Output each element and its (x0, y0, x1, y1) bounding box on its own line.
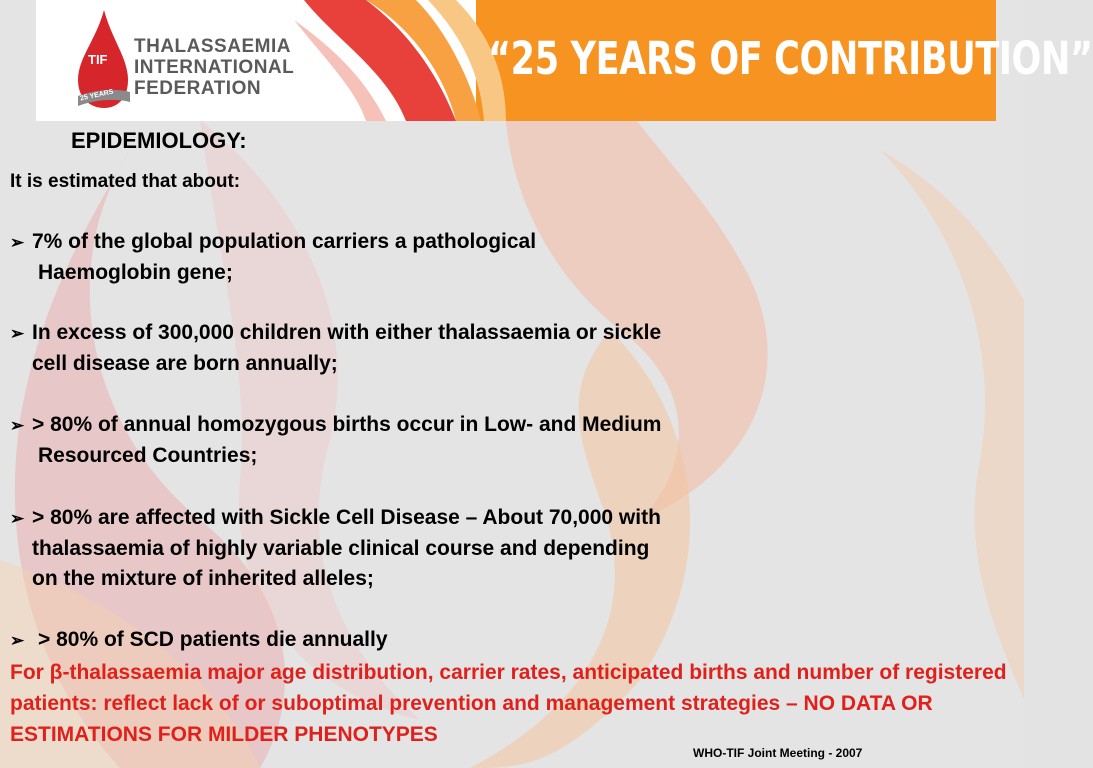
bullet-5-line-1: > 80% of SCD patients die annually (38, 628, 388, 651)
bullet-2 (10, 318, 661, 379)
bullet-2-line-1: In excess of 300,000 children with either thalassaemia or sickle (32, 321, 662, 344)
bullet-5 (10, 625, 388, 656)
bullet-arrow-icon: ➢ (10, 509, 25, 528)
bullet-arrow-icon: ➢ (10, 233, 25, 252)
bullet-arrow-icon: ➢ (10, 416, 25, 435)
highlight-note: For β-thalassaemia major age distribution, carrier rates, anticipated births and number of registered patients: reflect lack of or suboptimal prevention and management strategies – NO DATA OR ESTIMATIONS FOR MILDER PHENOTYPES (10, 661, 1007, 746)
bullet-3 (10, 410, 661, 471)
bullet-2-line-2: cell disease are born annually; (32, 352, 338, 375)
bullet-1 (10, 227, 536, 288)
bullet-3-line-2: Resourced Countries; (38, 444, 258, 467)
bullet-1-line-1: 7% of the global population carriers a pathological (32, 230, 537, 253)
bullet-4-line-3: on the mixture of inherited alleles; (32, 567, 374, 590)
header-banner (36, 0, 1093, 121)
organization-name (134, 36, 294, 99)
org-line-1: THALASSAEMIA (134, 36, 291, 57)
slide-footer: WHO-TIF Joint Meeting - 2007 (693, 746, 863, 760)
org-line-2: INTERNATIONAL (134, 57, 295, 78)
bullet-arrow-icon: ➢ (10, 324, 25, 343)
bullet-4-line-2: thalassaemia of highly variable clinical course and depending (32, 537, 650, 560)
intro-text: It is estimated that about: (10, 171, 241, 192)
banner-slogan: “25 YEARS OF CONTRIBUTION” (488, 32, 1093, 85)
logo-text: TIF (88, 52, 108, 67)
bullet-1-line-2: Haemoglobin gene; (38, 261, 233, 284)
slide-title: EPIDEMIOLOGY: (71, 128, 247, 153)
bullet-4-line-1: > 80% are affected with Sickle Cell Disease – About 70,000 with (32, 506, 661, 529)
bullet-3-line-1: > 80% of annual homozygous births occur in Low- and Medium (32, 413, 662, 436)
bullet-4 (10, 503, 661, 594)
org-line-3: FEDERATION (134, 78, 262, 99)
logo-years-text: 25 YEARS (79, 88, 115, 103)
bullet-arrow-icon: ➢ (10, 631, 25, 650)
